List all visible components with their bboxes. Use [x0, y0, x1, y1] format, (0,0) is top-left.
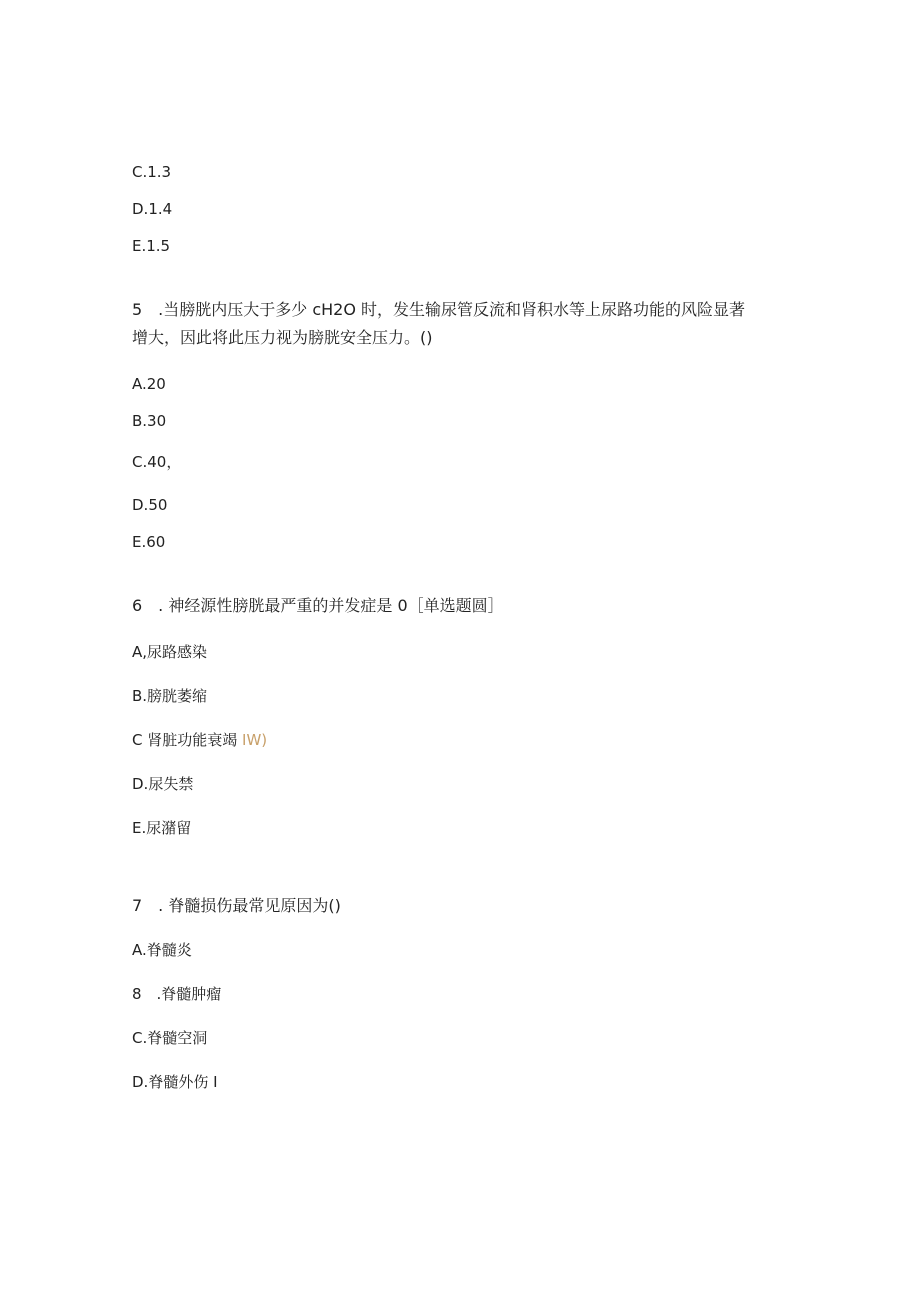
- q6-option-b: B.膀胱萎缩: [132, 687, 208, 705]
- q7-option-c: C.脊髓空洞: [132, 1029, 208, 1047]
- q5-stem-line1: 5 .当膀胱内压大于多少 cH2O 时，发生输尿管反流和肾积水等上尿路功能的风险显著: [132, 300, 746, 319]
- q6-option-e: E.尿潴留: [132, 819, 192, 837]
- q7-stem: 7 . 脊髓损伤最常见原因为(): [132, 896, 341, 915]
- q5-option-d: D.50: [132, 496, 168, 514]
- q6-option-a: A,尿路感染: [132, 643, 208, 661]
- q5-option-b: B.30: [132, 412, 167, 430]
- q5-option-c: C.40，: [132, 453, 182, 471]
- q6-option-c-text: C 肾脏功能衰竭: [132, 731, 238, 749]
- q6-option-c-mark: IW): [242, 731, 268, 749]
- q5-stem-line2: 增大，因此将此压力视为膀胱安全压力。(): [132, 328, 433, 347]
- q5-option-e: E.60: [132, 533, 166, 551]
- q7-option-b: 8 .脊髓肿瘤: [132, 985, 222, 1003]
- q7-option-a: A.脊髓炎: [132, 941, 192, 959]
- q4-option-d: D.1.4: [132, 200, 173, 218]
- q7-option-d: D.脊髓外伤 I: [132, 1073, 218, 1091]
- q6-option-c: [132, 730, 267, 750]
- q6-option-d: D.尿失禁: [132, 775, 194, 793]
- q4-option-e: E.1.5: [132, 237, 171, 255]
- q5-option-a: A.20: [132, 375, 166, 393]
- q4-option-c: C.1.3: [132, 163, 172, 181]
- q5-stem: [132, 296, 782, 352]
- q6-stem: 6 . 神经源性膀胱最严重的并发症是 0［单选题圆］: [132, 596, 504, 615]
